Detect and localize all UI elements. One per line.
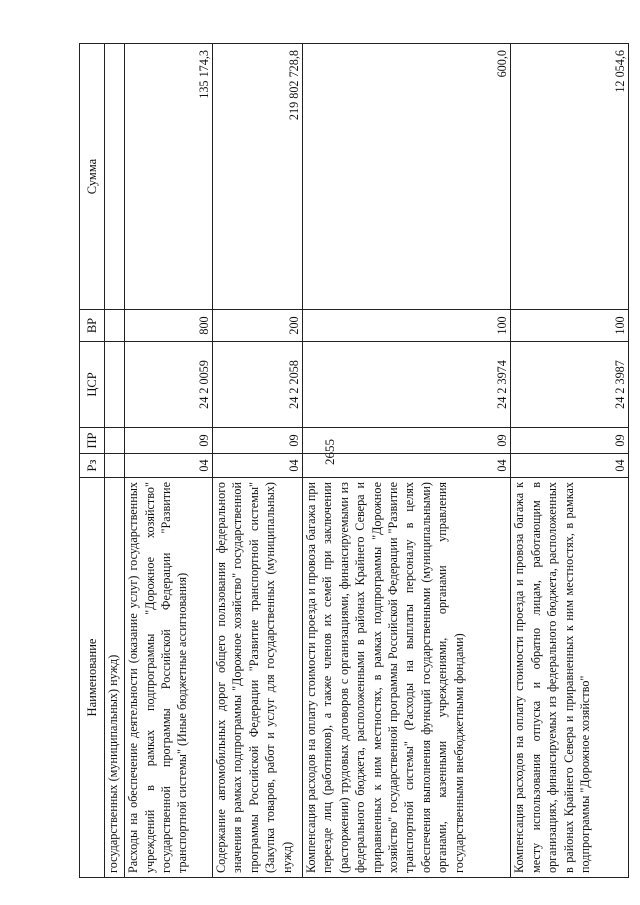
row-pr: 09 [125,428,213,454]
header-pr: ПР [80,428,105,454]
page-number: 2655 [322,439,337,465]
table-header-row [80,44,105,878]
row-name: Расходы на обеспечение деятельности (оказание услуг) государственных учреждений в рамках подпрограммы "Дорожное хозяйство" государственной программы Российской Федерации "Развитие транспортной системы" (Иные бюджетные ассигнования) [125,478,213,878]
row-sum: 135 174,3 [125,44,213,310]
row-csr: 24 2 3974 [302,342,511,428]
row-sum: 219 802 728,8 [212,44,302,310]
empty-cell [105,44,125,310]
header-name: Наименование [80,478,105,878]
header-rz: Рз [80,454,105,478]
row-csr: 24 2 3987 [511,342,629,428]
row-name: Содержание автомобильных дорог общего пользования федерального значения в рамках подпрограммы "Дорожное хозяйство" государственной программы Российской Федерации "Развитие транспортной системы" (Закупка товаров, работ и услуг для государственных (муниципальных) нужд) [212,478,302,878]
table-row [511,44,629,878]
row-name: Компенсация расходов на оплату стоимости проезда и провоза багажа при переезде лиц (работников), а также членов их семей при заключении (расторжении) трудовых договоров с организациями, финансируемыми из федерального бюджета, расположенными в районах Крайнего Севера и приравненных к ним местностях, в рамках подпрограммы "Дорожное хозяйство" государственной программы Российской Федерации "Развитие транспортной системы" (Расходы на выплаты персоналу в целях обеспечения выполнения функций государственными (муниципальными) органами, казенными учреждениями, органами управления государственными внебюджетными фондами) [302,478,511,878]
empty-cell [105,428,125,454]
row-csr: 24 2 0059 [125,342,213,428]
table-row [212,44,302,878]
table-row-continuation [105,44,125,878]
row-sum: 600,0 [302,44,511,310]
row-csr: 24 2 2058 [212,342,302,428]
budget-table [79,43,629,878]
row-vr: 100 [511,310,629,342]
row-vr: 800 [125,310,213,342]
row-name: Компенсация расходов на оплату стоимости проезда и провоза багажа к месту использования отпуска и обратно лицам, работающим в организациях, финансируемых из федерального бюджета, расположенных в районах Крайнего Севера и приравненных к ним местностях, в рамках подпрограммы "Дорожное хозяйство" [511,478,629,878]
continuation-text: государственных (муниципальных) нужд) [105,478,125,878]
row-vr: 100 [302,310,511,342]
row-rz: 04 [511,454,629,478]
row-vr: 200 [212,310,302,342]
empty-cell [105,342,125,428]
row-rz: 04 [302,454,511,478]
header-csr: ЦСР [80,342,105,428]
header-vr: ВР [80,310,105,342]
header-sum: Сумма [80,44,105,310]
row-pr: 09 [302,428,511,454]
row-rz: 04 [125,454,213,478]
table-row [302,44,511,878]
row-pr: 09 [511,428,629,454]
row-pr: 09 [212,428,302,454]
row-sum: 12 054,6 [511,44,629,310]
table-row [125,44,213,878]
row-rz: 04 [212,454,302,478]
empty-cell [105,454,125,478]
empty-cell [105,310,125,342]
budget-table-rotated [79,44,629,878]
